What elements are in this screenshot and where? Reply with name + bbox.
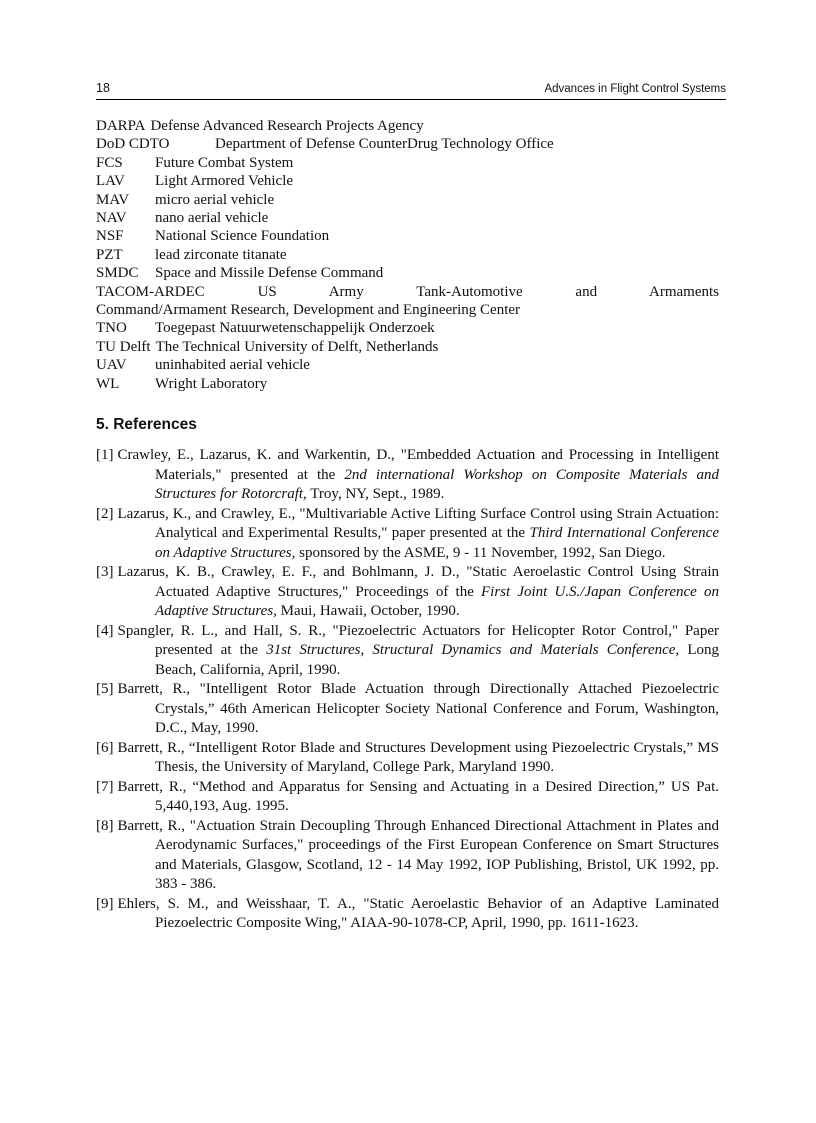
abbreviation-definition: Space and Missile Defense Command — [155, 265, 384, 282]
abbreviation-definition: Light Armored Vehicle — [155, 173, 294, 190]
abbreviation-code: TACOM-ARDEC — [96, 283, 205, 300]
abbreviation-row — [96, 283, 719, 301]
reference-item — [96, 446, 719, 505]
abbreviation-row — [96, 227, 719, 245]
abbreviation-code: TNO — [96, 320, 127, 337]
abbreviation-definition: Department of Defense CounterDrug Technology Office — [215, 136, 554, 153]
abbreviation-row — [96, 191, 719, 209]
reference-number: [7] — [96, 778, 114, 795]
reference-text: Barrett, R., "Intelligent Rotor Blade Actuation through Directionally Attached Piezoelectric Crystals,” 46th American Helicopter Society National Conference and Forum, Washington, D.C., May, 1990. — [117, 681, 719, 736]
reference-text: Ehlers, S. M., and Weisshaar, T. A., "Static Aeroelastic Behavior of an Adaptive Laminated Piezoelectric Composite Wing," AIAA-90-1078-CP, April, 1990, pp. 1611-1623. — [117, 895, 719, 931]
reference-venue: 31st Structures, Structural Dynamics and Materials Conference, — [266, 642, 680, 658]
reference-item — [96, 739, 719, 778]
abbreviation-row — [96, 135, 719, 153]
abbreviation-row — [96, 356, 719, 374]
reference-number: [8] — [96, 817, 114, 834]
abbreviation-row — [96, 117, 719, 135]
reference-venue: Third International Conference on Adaptive Structures, — [155, 525, 719, 561]
abbreviation-definition: National Science Foundation — [155, 228, 330, 245]
abbreviation-definition: US Army Tank-Automotive and Armaments — [257, 283, 720, 300]
reference-item — [96, 622, 719, 681]
reference-venue: First Joint U.S./Japan Conference on Adaptive Structures, — [155, 583, 719, 619]
reference-text: Lazarus, K. B., Crawley, E. F., and Bohlmann, J. D., "Static Aeroelastic Control Using Strain Actuated Adaptive Structures," Proceedings of the — [117, 564, 719, 600]
abbreviation-code: NSF — [96, 228, 124, 245]
abbreviation-definition: micro aerial vehicle — [155, 191, 275, 208]
abbreviation-row — [96, 264, 719, 282]
abbreviation-code: PZT — [96, 246, 123, 263]
abbreviation-definition: Toegepast Natuurwetenschappelijk Onderzoek — [155, 320, 435, 337]
abbreviation-row — [96, 319, 719, 337]
reference-text: Lazarus, K., and Crawley, E., "Multivariable Active Lifting Surface Control using Strain Actuation: Analytical and Experimental Results," paper presented at the — [117, 505, 719, 541]
reference-number: [2] — [96, 505, 114, 522]
reference-text: Crawley, E., Lazarus, K. and Warkentin, D., "Embedded Actuation and Processing in Intelligent Materials," presented at the — [117, 447, 719, 483]
abbreviation-list — [96, 117, 719, 393]
abbreviation-row — [96, 338, 719, 356]
abbreviation-definition: lead zirconate titanate — [155, 246, 287, 263]
page-number: 18 — [96, 81, 110, 95]
section-heading: 5. References — [96, 416, 197, 433]
abbreviation-row — [96, 172, 719, 190]
abbreviation-code: WL — [96, 375, 120, 392]
abbreviation-definition: uninhabited aerial vehicle — [155, 357, 310, 374]
reference-text-tail: Troy, NY, Sept., 1989. — [306, 486, 445, 502]
running-title: Advances in Flight Control Systems — [544, 83, 726, 95]
reference-text: Barrett, R., “Method and Apparatus for Sensing and Actuating in a Desired Direction,” US Pat. 5,440,193, Aug. 1995. — [117, 778, 719, 814]
abbreviation-definition: The Technical University of Delft, Netherlands — [155, 338, 439, 355]
reference-number: [4] — [96, 622, 114, 639]
abbreviation-code: NAV — [96, 210, 127, 227]
abbreviation-code: DARPA — [96, 118, 146, 134]
reference-text: Spangler, R. L., and Hall, S. R., "Piezoelectric Actuators for Helicopter Rotor Control," Paper presented at the — [117, 622, 719, 658]
reference-number: [3] — [96, 564, 114, 580]
reference-text-tail: Maui, Hawaii, October, 1990. — [276, 603, 460, 619]
abbreviation-code: DoD CDTO — [96, 136, 170, 153]
abbreviation-continuation: Command/Armament Research, Development and Engineering Center — [96, 302, 521, 319]
reference-text-tail: Long Beach, California, April, 1990. — [155, 642, 719, 678]
reference-item — [96, 680, 719, 739]
abbreviation-definition: Defense Advanced Research Projects Agency — [150, 118, 424, 134]
page-header — [96, 80, 726, 100]
reference-item — [96, 505, 719, 564]
reference-number: [1] — [96, 447, 114, 463]
abbreviation-row — [96, 375, 719, 393]
abbreviation-definition: Wright Laboratory — [155, 375, 268, 392]
reference-item — [96, 895, 719, 934]
reference-number: [6] — [96, 739, 114, 756]
reference-item — [96, 778, 719, 817]
abbreviation-code: TU Delft — [96, 338, 151, 355]
reference-venue: 2nd international Workshop on Composite Materials and Structures for Rotorcraft, — [155, 466, 719, 502]
abbreviation-code: SMDC — [96, 265, 139, 282]
abbreviation-row — [96, 154, 719, 172]
abbreviation-code: FCS — [96, 154, 123, 171]
reference-text: Barrett, R., "Actuation Strain Decoupling Through Enhanced Directional Attachment in Plates and Aerodynamic Surfaces," proceedings of the First European Conference on Smart Structures and Materials, Glasgow, Scotland, 12 - 14 May 1992, IOP Publishing, Bristol, UK 1992, pp. 383 - 386. — [117, 817, 719, 892]
abbreviation-row — [96, 246, 719, 264]
abbreviation-row — [96, 209, 719, 227]
abbreviation-code: LAV — [96, 173, 125, 190]
reference-text: Barrett, R., “Intelligent Rotor Blade and Structures Development using Piezoelectric Crystals,” MS Thesis, the University of Maryland, College Park, Maryland 1990. — [117, 739, 719, 775]
reference-number: [5] — [96, 681, 114, 697]
abbreviation-definition: nano aerial vehicle — [155, 210, 269, 227]
reference-item — [96, 817, 719, 895]
abbreviation-code: MAV — [96, 191, 130, 208]
reference-text-tail: sponsored by the ASME, 9 - 11 November, 1992, San Diego. — [295, 544, 666, 561]
reference-number: [9] — [96, 895, 114, 912]
abbreviation-code: UAV — [96, 357, 127, 374]
abbreviation-definition: Future Combat System — [155, 154, 294, 171]
reference-list — [96, 446, 719, 934]
reference-item — [96, 563, 719, 622]
